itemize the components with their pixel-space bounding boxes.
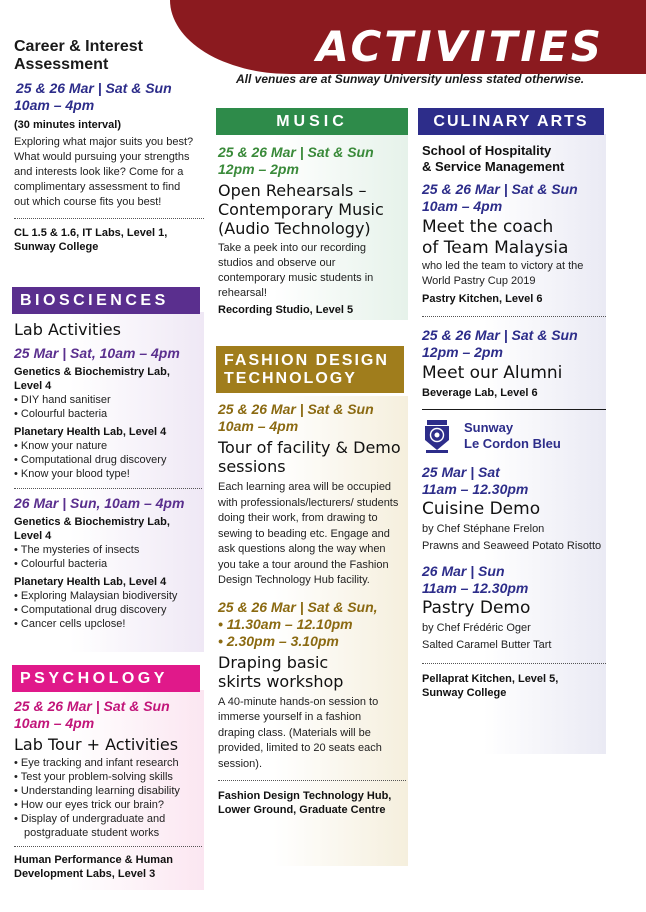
culinary-section [418, 108, 608, 700]
psychology-location-1: Human Performance & Human [14, 854, 173, 866]
bio-day2-lab1-list [14, 543, 204, 571]
fashion-ev2-slot1: • 11.30am – 12.10pm [218, 615, 353, 632]
list-item: • Colourful bacteria [14, 407, 204, 421]
list-item: • DIY hand sanitiser [14, 393, 204, 407]
career-location-1: CL 1.5 & 1.6, IT Labs, Level 1, [14, 227, 168, 239]
le-cordon-bleu-brand [422, 418, 608, 454]
music-time: 12pm – 2pm [218, 161, 299, 177]
psychology-list [14, 756, 204, 826]
psychology-date: 25 & 26 Mar | Sat & Sun [14, 698, 170, 714]
list-item: • Test your problem-solving skills [14, 770, 204, 784]
list-item: • Computational drug discovery [14, 453, 204, 467]
culinary-ev1-title-1: Meet the coach [422, 217, 554, 237]
list-item: • Exploring Malaysian biodiversity [14, 589, 204, 603]
music-title-1: Open Rehearsals – [218, 181, 367, 200]
list-item: • Computational drug discovery [14, 603, 204, 617]
psychology-location-2: Development Labs, Level 3 [14, 868, 156, 880]
demo1-title: Cuisine Demo [422, 499, 541, 519]
fashion-ev1-date: 25 & 26 Mar | Sat & Sun [218, 401, 374, 417]
divider [422, 316, 606, 317]
bio-day1-lab1-1: Genetics & Biochemistry Lab, [14, 366, 170, 378]
list-item: • Know your blood type! [14, 467, 204, 481]
fashion-header [216, 346, 404, 393]
list-item: • Cancer cells upclose! [14, 617, 204, 631]
biosciences-header: BIOSCIENCES [12, 287, 200, 314]
fashion-ev2-date: 25 & 26 Mar | Sat & Sun, [218, 598, 378, 615]
fashion-ev1-time: 10am – 4pm [218, 418, 299, 434]
psychology-title: Lab Tour + Activities [14, 735, 179, 754]
fashion-ev2-description: A 40-minute hands-on session to immerse yourself in a fashion draping class. (Materials will be provided, limited to 20 seats each session). [218, 695, 382, 770]
fashion-ev2-slot2: • 2.30pm – 3.10pm [218, 632, 339, 649]
psychology-time: 10am – 4pm [14, 715, 95, 731]
demo1-chef: by Chef Stéphane Frelon [422, 523, 545, 535]
culinary-location-2: Sunway College [422, 687, 507, 699]
culinary-location-1: Pellaprat Kitchen, Level 5, [422, 673, 559, 685]
career-time: 10am – 4pm [14, 97, 95, 113]
culinary-school-1: School of Hospitality [422, 143, 552, 158]
career-title-2: Assessment [14, 56, 109, 73]
psychology-header: PSYCHOLOGY [12, 665, 200, 692]
demo2-time: 11am – 12.30pm [422, 580, 529, 596]
divider [14, 218, 204, 219]
le-cordon-bleu-logo-icon [422, 418, 452, 454]
bio-day1-lab2: Planetary Health Lab, Level 4 [14, 426, 167, 438]
biosciences-section [12, 287, 204, 631]
divider [422, 409, 606, 410]
culinary-header: CULINARY ARTS [418, 108, 604, 135]
culinary-ev2-title: Meet our Alumni [422, 363, 563, 383]
bio-day1-lab2-list [14, 439, 204, 481]
bio-day2-lab2: Planetary Health Lab, Level 4 [14, 576, 167, 588]
culinary-ev2-date: 25 & 26 Mar | Sat & Sun [422, 327, 578, 343]
fashion-ev1-title-1: Tour of facility & Demo [218, 438, 401, 457]
demo1-dish: Prawns and Seaweed Potato Risotto [422, 540, 602, 552]
culinary-ev1-title-2: of Team Malaysia [422, 238, 569, 258]
brand-line-2: Le Cordon Bleu [464, 436, 561, 451]
list-item: • Eye tracking and infant research [14, 756, 204, 770]
bio-day2-lab1-1: Genetics & Biochemistry Lab, [14, 516, 170, 528]
demo2-dish: Salted Caramel Butter Tart [422, 639, 552, 651]
music-date: 25 & 26 Mar | Sat & Sun [218, 144, 374, 160]
list-item: • Colourful bacteria [14, 557, 204, 571]
music-title-3: (Audio Technology) [218, 219, 371, 238]
bio-day1-lab1-2: Level 4 [14, 380, 52, 392]
list-item: • Display of undergraduate and [14, 812, 204, 826]
career-title-1: Career & Interest [14, 38, 143, 55]
fashion-section [216, 346, 408, 817]
psychology-item-cont: postgraduate student works [24, 827, 160, 839]
music-section [216, 108, 408, 317]
demo1-time: 11am – 12.30pm [422, 481, 529, 497]
bio-day2-lab2-list [14, 589, 204, 631]
list-item: • How our eyes trick our brain? [14, 798, 204, 812]
demo2-chef: by Chef Frédéric Oger [422, 622, 531, 634]
music-location: Recording Studio, Level 5 [218, 304, 354, 316]
career-interval: (30 minutes interval) [14, 119, 121, 131]
career-location-2: Sunway College [14, 241, 99, 253]
bio-day1-date: 25 Mar | Sat, 10am – 4pm [14, 345, 180, 361]
music-header: MUSIC [216, 108, 408, 135]
divider [14, 846, 202, 847]
bio-day2-lab1-2: Level 4 [14, 530, 52, 542]
music-title-2: Contemporary Music [218, 200, 384, 219]
list-item: • Understanding learning disability [14, 784, 204, 798]
page-title: ACTIVITIES [316, 22, 604, 71]
biosciences-title: Lab Activities [14, 320, 121, 339]
fashion-ev1-description: Each learning area will be occupied with professionals/lecturers/ students doing their work, from drawing to sewing to beading etc. Engage and ask questions along the way when you take a tour around the Fashion Design Technology Hub facility. [218, 481, 399, 586]
fashion-ev2-title-1: Draping basic [218, 652, 329, 672]
list-item: • Know your nature [14, 439, 204, 453]
bio-day1-lab1-list [14, 393, 204, 421]
bio-day2-date: 26 Mar | Sun, 10am – 4pm [14, 495, 185, 511]
brand-line-1: Sunway [464, 420, 514, 435]
culinary-ev2-time: 12pm – 2pm [422, 344, 503, 360]
demo2-date: 26 Mar | Sun [422, 563, 505, 579]
fashion-ev1-title-2: sessions [218, 457, 286, 476]
divider [14, 488, 202, 489]
fashion-header-1: FASHION DESIGN [224, 352, 389, 369]
culinary-ev1-date: 25 & 26 Mar | Sat & Sun [422, 181, 578, 197]
psychology-section [12, 665, 204, 881]
divider [218, 780, 406, 781]
career-date: 25 & 26 Mar | Sat & Sun [16, 80, 172, 96]
demo2-title: Pastry Demo [422, 598, 531, 618]
culinary-ev1-description: who led the team to victory at the World Pastry Cup 2019 [422, 260, 584, 287]
music-description: Take a peek into our recording studios and observe our contemporary music students in rehearsal! [218, 242, 374, 299]
culinary-ev2-location: Beverage Lab, Level 6 [422, 387, 538, 399]
fashion-location-1: Fashion Design Technology Hub, [218, 790, 392, 802]
venue-note: All venues are at Sunway University unless stated otherwise. [236, 72, 585, 86]
culinary-school-2: & Service Management [422, 159, 565, 174]
demo1-date: 25 Mar | Sat [422, 464, 500, 480]
career-description: Exploring what major suits you best? What would pursuing your strengths and interests look like? Come for a complimentary assessment to find out which course fits you best! [14, 136, 194, 208]
list-item: • The mysteries of insects [14, 543, 204, 557]
career-section [14, 38, 204, 254]
divider [422, 663, 606, 664]
fashion-header-2: TECHNOLOGY [224, 370, 357, 387]
culinary-ev1-time: 10am – 4pm [422, 198, 503, 214]
culinary-ev1-location: Pastry Kitchen, Level 6 [422, 293, 543, 305]
fashion-ev2-title-2: skirts workshop [218, 671, 344, 691]
fashion-location-2: Lower Ground, Graduate Centre [218, 804, 386, 816]
